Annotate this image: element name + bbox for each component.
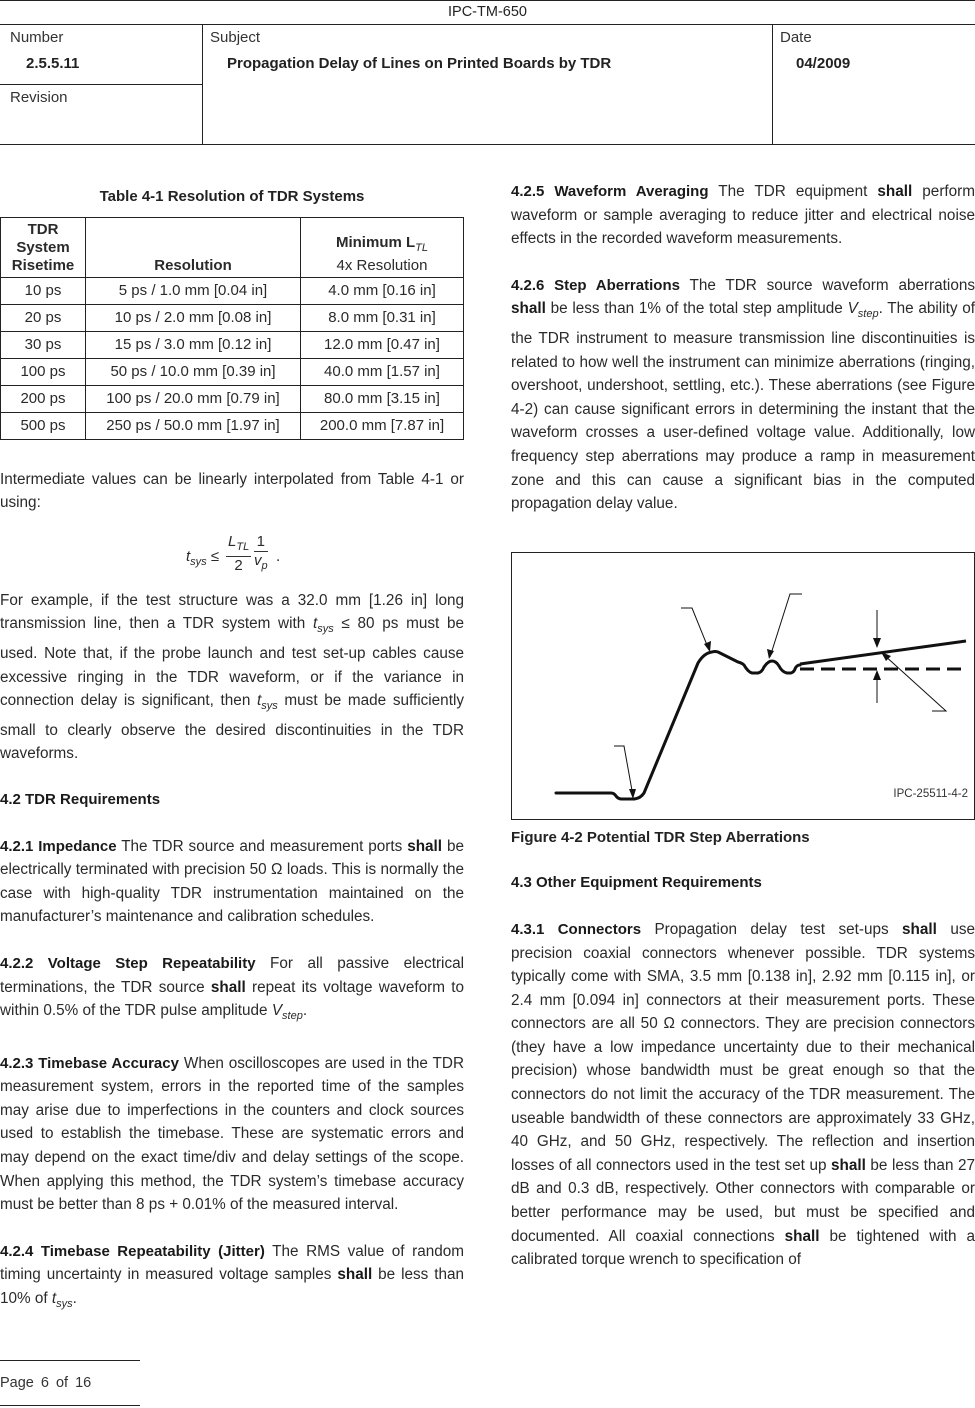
section-4-2-5: 4.2.5 Waveform Averaging The TDR equipment shall perform waveform or sample averaging to reduce jitter and electrical noise effects in the recorded waveform measurements.: [511, 183, 975, 248]
section-4-2-2: 4.2.2 Voltage Step Repeatability For all passive electrical terminations, the TDR source shall repeat its voltage waveform to within 0.5% of the TDR pulse amplitude $V_{step}$.: [0, 954, 465, 1023]
table-row: [1, 277, 464, 304]
leader-undershoot: [614, 746, 633, 796]
subject-value: Propagation Delay of Lines on Printed Boards by TDR: [227, 55, 612, 72]
footer-rule: [0, 1360, 140, 1361]
section-4-2-6: 4.2.6 Step Aberrations The TDR source waveform aberrations shall be less than 1% of the total step amplitude $V_{step}$. The ability of the TDR instrument to measure transmission line discontinuities is related to how well the instrument can minimize aberrations (ringing, overshoot, undershoot, settling, etc.). These aberrations (see Figure 4-2) can cause significant errors in determining the instant that the waveform crosses a user-defined voltage value. Additionally, low frequency step aberrations may produce a ramp in measurement zone and this can cause a significant bias in the computed propagation delay value.: [511, 276, 975, 513]
table-row: [1, 331, 464, 358]
cell-min-ltl: 200.0 mm [7.87 in]: [301, 412, 464, 439]
leader-ramp-offset: [883, 654, 946, 711]
cell-resolution: 15 ps / 3.0 mm [0.12 in]: [86, 331, 301, 358]
example-paragraph: For example, if the test structure was a 32.0 mm [1.26 in] long transmission line, then a TDR system with $t_{sys} \le 80$ ps must be used. Note that, if the probe launch and test set-up cables cause excessive ringing in the TDR waveform, or if the variance in connection delay is significant, then $t_{sys}$ must be made sufficiently small to clearly observe the desired discontinuities in the TDR waveforms.: [0, 591, 464, 763]
cell-resolution: 100 ps / 20.0 mm [0.79 in]: [86, 385, 301, 412]
tsys-equation: $t_{sys}$ ≤ $L_{TL}$ 2 $\frac{1}{v_p}$ .: [186, 532, 281, 574]
section-4-2-heading: 4.2 TDR Requirements: [0, 790, 161, 808]
header-minimum-ltl: Minimum $L_{TL}$ 4x Resolution: [301, 217, 464, 277]
cell-min-ltl: 12.0 mm [0.47 in]: [301, 331, 464, 358]
figure-id: IPC-25511-4-2: [893, 788, 968, 801]
waveform-line: [556, 651, 800, 799]
equation-lhs: $t_{sys}$ ≤: [186, 547, 220, 568]
number-label: Number: [10, 29, 64, 46]
table-header-row: [1, 217, 464, 277]
table-row: [1, 358, 464, 385]
right-column: [511, 180, 975, 1272]
cell-min-ltl: 4.0 mm [0.16 in]: [301, 277, 464, 304]
cell-risetime: 10 ps: [1, 277, 86, 304]
page-number: Page 6 of 16: [0, 1375, 92, 1391]
cell-min-ltl: 80.0 mm [3.15 in]: [301, 385, 464, 412]
header-risetime: TDR System Risetime: [1, 217, 86, 277]
cell-resolution: 5 ps / 1.0 mm [0.04 in]: [86, 277, 301, 304]
figure-4-2-tdr-step-aberrations: [511, 552, 975, 820]
cell-risetime: 20 ps: [1, 304, 86, 331]
table-row: [1, 385, 464, 412]
arrowhead-icon: [767, 649, 774, 659]
interpolation-text: Intermediate values can be linearly interpolated from Table 4-1 or using:: [0, 470, 464, 512]
leader-ringing: [770, 594, 802, 657]
section-4-2-4: 4.2.4 Timebase Repeatability (Jitter) The RMS value of random timing uncertainty in measured voltage samples shall be less than 10% of $t_{sys}$.: [0, 1242, 464, 1311]
header-divider: [0, 84, 202, 85]
table-caption: Table 4-1 Resolution of TDR Systems: [99, 188, 365, 205]
date-value: 04/2009: [796, 55, 851, 72]
cell-resolution: 250 ps / 50.0 mm [1.97 in]: [86, 412, 301, 439]
cell-resolution: 10 ps / 2.0 mm [0.08 in]: [86, 304, 301, 331]
date-label: Date: [780, 29, 812, 46]
equation-fraction-1-over-vp: $\frac{1}{v_p}$: [254, 532, 268, 572]
resolution-table: [0, 217, 464, 440]
number-value: 2.5.5.11: [26, 55, 80, 72]
equation-fraction-ltl-over-2: $L_{TL}$ 2: [228, 532, 250, 574]
cell-min-ltl: 8.0 mm [0.31 in]: [301, 304, 464, 331]
table-row: [1, 412, 464, 439]
section-4-3-1: 4.3.1 Connectors Propagation delay test set-ups shall use precision coaxial connectors whenever possible. TDR systems typically come with SMA, 3.5 mm [0.138 in], 2.92 mm [0.115 in], or 2.4 mm [0.094 in] connectors at their measurement ports. These connectors are all 50 Ω connectors. They are precision connectors (they have a low impedance uncertainty due to their mechanical precision) whose bandwidth must be great enough so that the connectors do not limit the accuracy of the TDR measurement. The useable bandwidth of these connectors are approximately 33 GHz, 40 GHz, and 50 GHz, respectively. The reflection and insertion losses of all connectors used in the test set up shall be less than 27 dB and 0.3 dB, respectively. Other connectors with comparable or better performance may be used, but must be specified and documented. All coaxial connections shall be tightened with a calibrated torque wrench to specification of: [511, 920, 975, 1269]
cell-risetime: 200 ps: [1, 385, 86, 412]
cell-risetime: 500 ps: [1, 412, 86, 439]
arrowhead-icon: [873, 670, 881, 680]
section-4-2-1: 4.2.1 Impedance The TDR source and measurement ports shall be electrically terminated with precision 50 Ω loads. This is normally the case with high-quality TDR instrumentation maintained on the manufacturer’s maintenance and calibration schedules.: [0, 837, 464, 926]
section-4-2-3: 4.2.3 Timebase Accuracy When oscilloscopes are used in the TDR measurement system, errors in the reported time of the samples may arise due to imperfections in the counters and clock sources used to establish the timebase. These are systematic errors and may depend on the exact time/div and delay settings of the scope. When applying this method, the TDR system’s timebase accuracy must be better than 8 ps + 0.01% of the measured interval.: [0, 1054, 464, 1214]
document-header: [0, 0, 975, 145]
header-resolution: Resolution: [86, 217, 301, 277]
header-divider: [202, 24, 203, 144]
ramp-line: [800, 641, 966, 664]
cell-resolution: 50 ps / 10.0 mm [0.39 in]: [86, 358, 301, 385]
revision-label: Revision: [10, 89, 68, 106]
figure-caption: Figure 4-2 Potential TDR Step Aberrations: [511, 828, 810, 846]
header-divider: [772, 24, 773, 144]
arrowhead-icon: [704, 641, 711, 652]
left-column: [0, 180, 464, 1317]
table-row: [1, 304, 464, 331]
cell-risetime: 100 ps: [1, 358, 86, 385]
standard-title: IPC-TM-650: [0, 1, 975, 25]
footer-rule: [0, 1405, 140, 1406]
subject-label: Subject: [210, 29, 261, 46]
cell-risetime: 30 ps: [1, 331, 86, 358]
section-4-3-heading: 4.3 Other Equipment Requirements: [511, 874, 762, 892]
tdr-step-waveform-diagram: [512, 553, 974, 819]
arrowhead-icon: [873, 638, 881, 648]
cell-min-ltl: 40.0 mm [1.57 in]: [301, 358, 464, 385]
